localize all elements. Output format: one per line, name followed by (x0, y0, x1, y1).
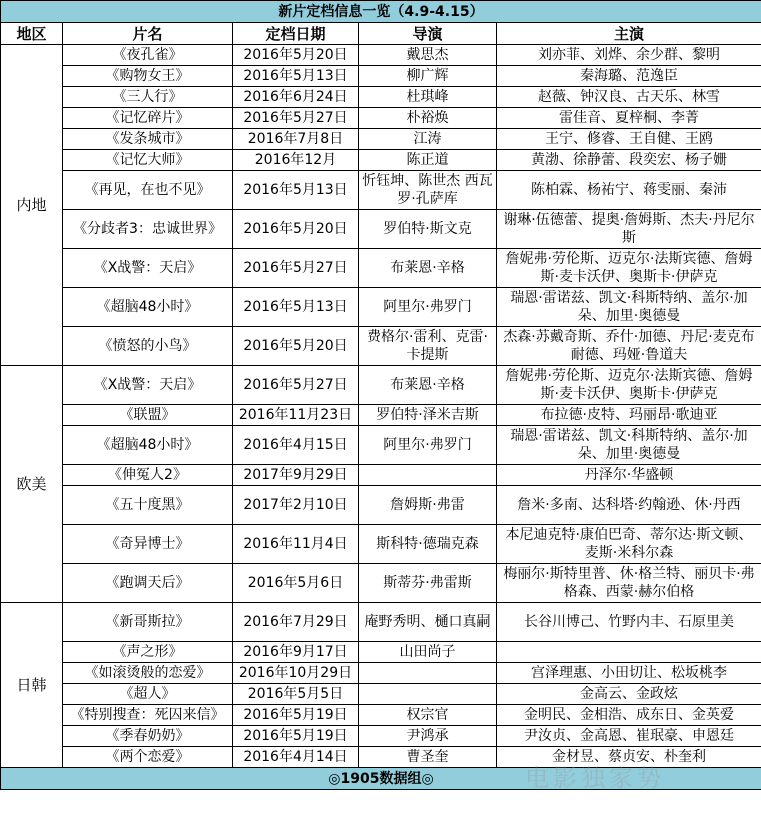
table-row (1, 603, 761, 642)
director-cell: 詹姆斯·弗雷 (359, 486, 497, 525)
film-cell: 《季春奶奶》 (63, 726, 233, 747)
table-row (1, 684, 761, 705)
cast-cell: 詹米·多南、达科塔·约翰逊、休·丹西 (497, 486, 761, 525)
date-cell: 2016年5月27日 (233, 249, 359, 288)
director-cell: 忻钰坤、陈世杰 西瓦罗·孔萨库 (359, 171, 497, 210)
film-cell: 《X战警：天启》 (63, 249, 233, 288)
header-date: 定档日期 (233, 23, 359, 45)
date-cell: 2016年11月4日 (233, 525, 359, 564)
film-cell: 《新哥斯拉》 (63, 603, 233, 642)
table-title: 新片定档信息一览（4.9-4.15） (1, 1, 761, 23)
film-cell: 《X战警：天启》 (63, 366, 233, 405)
table-row (1, 465, 761, 486)
film-cell: 《跑调天后》 (63, 564, 233, 603)
director-cell: 权宗官 (359, 705, 497, 726)
film-cell: 《发条城市》 (63, 129, 233, 150)
table-row (1, 288, 761, 327)
header-row (1, 23, 761, 45)
director-cell: 布莱恩·辛格 (359, 366, 497, 405)
film-cell: 《超人》 (63, 684, 233, 705)
director-cell (359, 684, 497, 705)
region-cell: 内地 (1, 45, 63, 366)
film-cell: 《如滚烫般的恋爱》 (63, 663, 233, 684)
table-row (1, 705, 761, 726)
director-cell: 柳广辉 (359, 66, 497, 87)
date-cell: 2016年5月20日 (233, 210, 359, 249)
date-cell: 2016年5月5日 (233, 684, 359, 705)
table-row (1, 525, 761, 564)
date-cell: 2017年2月10日 (233, 486, 359, 525)
director-cell: 阿里尔·弗罗门 (359, 426, 497, 465)
film-cell: 《两个恋爱》 (63, 747, 233, 768)
film-cell: 《声之形》 (63, 642, 233, 663)
cast-cell: 赵薇、钟汉良、古天乐、林雪 (497, 87, 761, 108)
director-cell: 费格尔·雷利、克雷·卡提斯 (359, 327, 497, 366)
date-cell: 2016年5月19日 (233, 726, 359, 747)
watermark: 电影独家势 (525, 764, 665, 792)
header-film: 片名 (63, 23, 233, 45)
table-row (1, 747, 761, 768)
table-row (1, 249, 761, 288)
cast-cell: 王宁、修睿、王自健、王鸥 (497, 129, 761, 150)
director-cell (359, 465, 497, 486)
cast-cell: 詹妮弗·劳伦斯、迈克尔·法斯宾德、詹姆斯·麦卡沃伊、奥斯卡·伊萨克 (497, 249, 761, 288)
director-cell: 斯科特·德瑞克森 (359, 525, 497, 564)
film-cell: 《特别搜查：死囚来信》 (63, 705, 233, 726)
film-cell: 《记忆大师》 (63, 150, 233, 171)
table-row (1, 486, 761, 525)
header-region: 地区 (1, 23, 63, 45)
date-cell: 2016年12月 (233, 150, 359, 171)
cast-cell: 本尼迪克特·康伯巴奇、蒂尔达·斯文顿、麦斯·米科尔森 (497, 525, 761, 564)
director-cell: 庵野秀明、樋口真嗣 (359, 603, 497, 642)
date-cell: 2016年5月6日 (233, 564, 359, 603)
date-cell: 2016年4月15日 (233, 426, 359, 465)
cast-cell: 杰森·苏戴奇斯、乔什·加德、丹尼·麦克布耐德、玛娅·鲁道夫 (497, 327, 761, 366)
film-cell: 《再见，在也不见》 (63, 171, 233, 210)
date-cell: 2016年5月27日 (233, 366, 359, 405)
table-row (1, 210, 761, 249)
region-cell: 欧美 (1, 366, 63, 603)
date-cell: 2016年5月27日 (233, 108, 359, 129)
table-row (1, 426, 761, 465)
film-cell: 《联盟》 (63, 405, 233, 426)
cast-cell: 陈柏霖、杨祐宁、蒋雯丽、秦沛 (497, 171, 761, 210)
director-cell: 罗伯特·斯文克 (359, 210, 497, 249)
table-row (1, 87, 761, 108)
date-cell: 2016年5月20日 (233, 327, 359, 366)
cast-cell (497, 642, 761, 663)
director-cell: 曹圣奎 (359, 747, 497, 768)
director-cell: 朴裕焕 (359, 108, 497, 129)
film-cell: 《分歧者3：忠诚世界》 (63, 210, 233, 249)
film-cell: 《夜孔雀》 (63, 45, 233, 66)
table-row (1, 66, 761, 87)
date-cell: 2016年5月13日 (233, 288, 359, 327)
director-cell: 阿里尔·弗罗门 (359, 288, 497, 327)
director-cell: 斯蒂芬·弗雷斯 (359, 564, 497, 603)
cast-cell: 长谷川博己、竹野内丰、石原里美 (497, 603, 761, 642)
cast-cell: 尹汝贞、金高恩、崔珉豪、申恩廷 (497, 726, 761, 747)
film-cell: 《记忆碎片》 (63, 108, 233, 129)
director-cell: 戴思杰 (359, 45, 497, 66)
date-cell: 2016年7月8日 (233, 129, 359, 150)
director-cell: 尹鸿承 (359, 726, 497, 747)
cast-cell: 詹妮弗·劳伦斯、迈克尔·法斯宾德、詹姆斯·麦卡沃伊、奥斯卡·伊萨克 (497, 366, 761, 405)
date-cell: 2016年6月24日 (233, 87, 359, 108)
director-cell: 陈正道 (359, 150, 497, 171)
director-cell: 杜琪峰 (359, 87, 497, 108)
cast-cell: 布拉德·皮特、玛丽昂·歌迪亚 (497, 405, 761, 426)
director-cell: 布莱恩·辛格 (359, 249, 497, 288)
footer-row (1, 768, 761, 790)
cast-cell: 梅丽尔·斯特里普、休·格兰特、丽贝卡·弗格森、西蒙·赫尔伯格 (497, 564, 761, 603)
table-row (1, 108, 761, 129)
film-cell: 《奇异博士》 (63, 525, 233, 564)
region-cell: 日韩 (1, 603, 63, 768)
film-cell: 《愤怒的小鸟》 (63, 327, 233, 366)
date-cell: 2016年9月17日 (233, 642, 359, 663)
director-cell: 山田尚子 (359, 642, 497, 663)
cast-cell: 金高云、金政炫 (497, 684, 761, 705)
table-row (1, 405, 761, 426)
date-cell: 2016年10月29日 (233, 663, 359, 684)
date-cell: 2016年4月14日 (233, 747, 359, 768)
film-cell: 《超脑48小时》 (63, 288, 233, 327)
cast-cell: 秦海璐、范逸臣 (497, 66, 761, 87)
header-director: 导演 (359, 23, 497, 45)
date-cell: 2017年9月29日 (233, 465, 359, 486)
film-cell: 《购物女王》 (63, 66, 233, 87)
table-footer: ◎1905数据组◎ (1, 768, 761, 790)
film-cell: 《五十度黑》 (63, 486, 233, 525)
director-cell (359, 663, 497, 684)
date-cell: 2016年5月13日 (233, 66, 359, 87)
director-cell: 罗伯特·泽米吉斯 (359, 405, 497, 426)
date-cell: 2016年5月19日 (233, 705, 359, 726)
table-row (1, 564, 761, 603)
table-row (1, 726, 761, 747)
table-row (1, 663, 761, 684)
cast-cell: 黄渤、徐静蕾、段奕宏、杨子姗 (497, 150, 761, 171)
title-row (1, 1, 761, 23)
director-cell: 江涛 (359, 129, 497, 150)
date-cell: 2016年7月29日 (233, 603, 359, 642)
header-cast: 主演 (497, 23, 761, 45)
cast-cell: 金材昱、蔡贞安、朴奎利 (497, 747, 761, 768)
table-row (1, 327, 761, 366)
table-row (1, 150, 761, 171)
table-row (1, 171, 761, 210)
cast-cell: 丹泽尔·华盛顿 (497, 465, 761, 486)
date-cell: 2016年5月20日 (233, 45, 359, 66)
cast-cell: 雷佳音、夏梓桐、李菁 (497, 108, 761, 129)
film-cell: 《三人行》 (63, 87, 233, 108)
cast-cell: 谢琳·伍德蕾、提奥·詹姆斯、杰夫·丹尼尔斯 (497, 210, 761, 249)
film-cell: 《超脑48小时》 (63, 426, 233, 465)
film-cell: 《伸冤人2》 (63, 465, 233, 486)
cast-cell: 宫泽理惠、小田切让、松坂桃李 (497, 663, 761, 684)
cast-cell: 金明民、金相浩、成东日、金英爱 (497, 705, 761, 726)
cast-cell: 瑞恩·雷诺兹、凯文·科斯特纳、盖尔·加朵、加里·奥德曼 (497, 288, 761, 327)
table-row (1, 129, 761, 150)
cast-cell: 刘亦菲、刘烨、余少群、黎明 (497, 45, 761, 66)
table-row (1, 366, 761, 405)
table-row (1, 45, 761, 66)
table-row (1, 642, 761, 663)
cast-cell: 瑞恩·雷诺兹、凯文·科斯特纳、盖尔·加朵、加里·奥德曼 (497, 426, 761, 465)
date-cell: 2016年11月23日 (233, 405, 359, 426)
date-cell: 2016年5月13日 (233, 171, 359, 210)
